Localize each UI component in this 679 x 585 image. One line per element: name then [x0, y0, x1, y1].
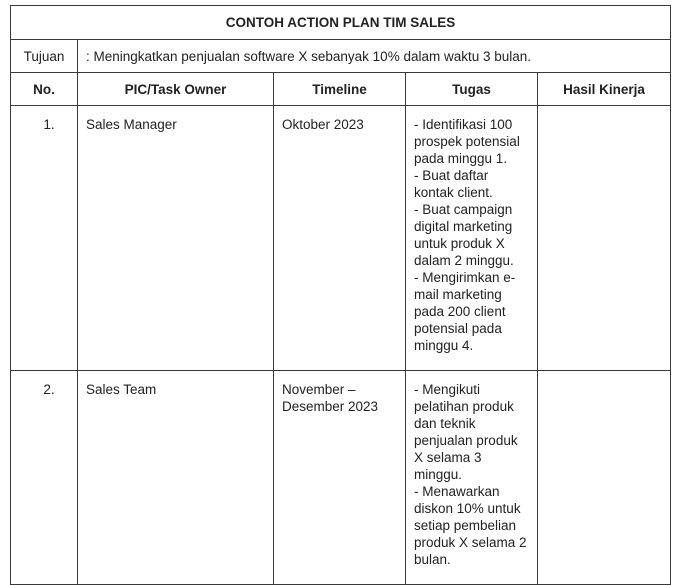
- goal-text: : Meningkatkan penjualan software X sebanyak 10% dalam waktu 3 bulan.: [78, 40, 671, 73]
- goal-row: [11, 40, 671, 73]
- row-pic: Sales Team: [78, 371, 274, 585]
- row-number: 2.: [11, 371, 78, 585]
- task-item: - Mengikuti pelatihan produk dan teknik penjualan produk X selama 3 minggu.: [414, 382, 518, 482]
- row-timeline: Oktober 2023: [274, 106, 406, 371]
- table-title: CONTOH ACTION PLAN TIM SALES: [11, 6, 671, 40]
- header-timeline: Timeline: [274, 73, 406, 106]
- header-pic: PIC/Task Owner: [78, 73, 274, 106]
- task-item: - Buat campaign digital marketing untuk produk X dalam 2 minggu.: [414, 202, 514, 268]
- row-tasks: [406, 371, 538, 585]
- task-item: - Identifikasi 100 prospek potensial pada minggu 1.: [414, 117, 520, 166]
- row-result: [538, 371, 671, 585]
- task-item: - Buat daftar kontak client.: [414, 168, 493, 200]
- table-row: [11, 371, 671, 585]
- row-pic: Sales Manager: [78, 106, 274, 371]
- goal-label: Tujuan: [11, 40, 78, 73]
- action-plan-table: [10, 5, 671, 585]
- header-tasks: Tugas: [406, 73, 538, 106]
- row-number: 1.: [11, 106, 78, 371]
- header-no: No.: [11, 73, 78, 106]
- header-result: Hasil Kinerja: [538, 73, 671, 106]
- row-tasks: [406, 106, 538, 371]
- title-row: [11, 6, 671, 40]
- row-result: [538, 106, 671, 371]
- table-row: [11, 106, 671, 371]
- task-item: - Menawarkan diskon 10% untuk setiap pembelian produk X selama 2 bulan.: [414, 484, 527, 567]
- header-row: [11, 73, 671, 106]
- task-item: - Mengirimkan e-mail marketing pada 200 client potensial pada minggu 4.: [414, 270, 516, 353]
- row-timeline: November – Desember 2023: [274, 371, 406, 585]
